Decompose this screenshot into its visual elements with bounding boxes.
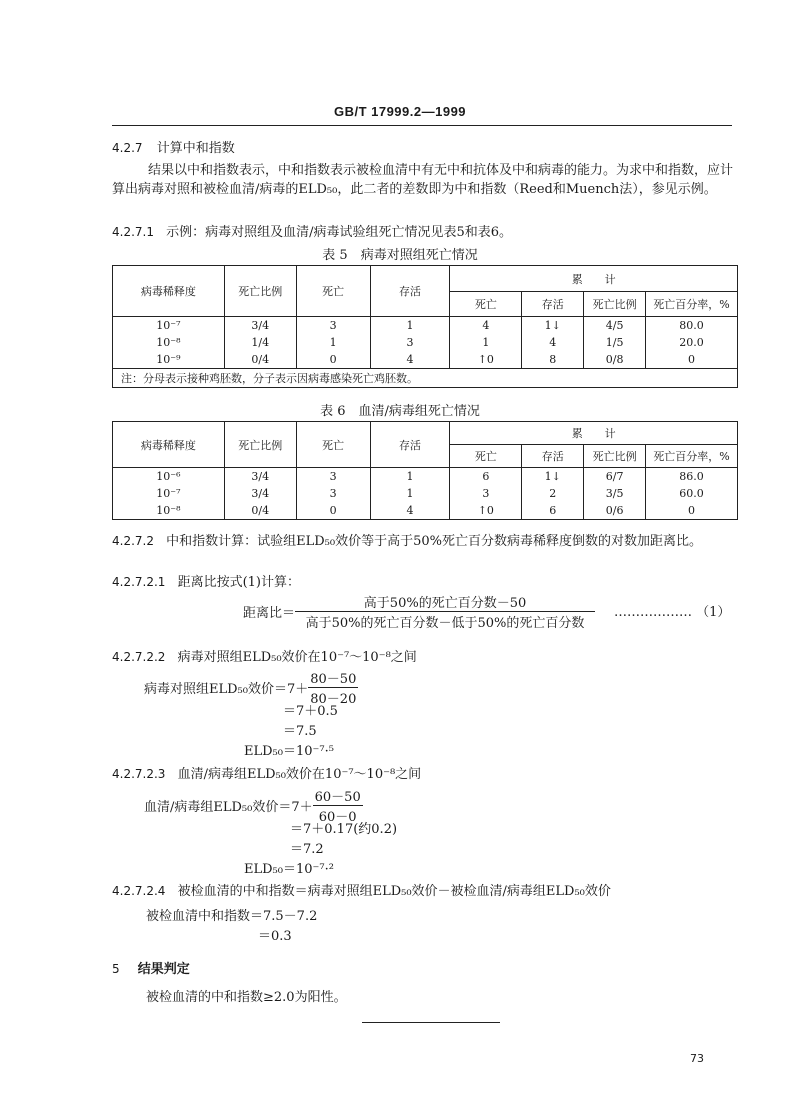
header-dead: 死亡 (296, 266, 370, 317)
header-cum-alive: 存活 (522, 445, 584, 468)
fraction-numerator: 80－50 (308, 668, 358, 688)
header-cumulative: 累 计 (450, 266, 738, 292)
cell-alive: 3 (370, 334, 450, 351)
cell-dead: 1 (296, 334, 370, 351)
table6-caption: 表 6 血清/病毒组死亡情况 (320, 404, 480, 419)
cell-ratio: 3/4 (224, 317, 296, 335)
header-cum-alive: 存活 (522, 292, 584, 317)
cell-cum-dead: ↑0 (450, 351, 522, 369)
formula-1-label: ……………… （1） (614, 605, 731, 620)
equation-lhs: 病毒对照组ELD₅₀效价＝7＋ (144, 682, 309, 697)
serum-virus-eq-line2: ＝7＋0.17(约0.2) (290, 822, 398, 837)
cell-cum-ratio: 6/7 (584, 468, 646, 486)
section-text: 血清/病毒组ELD₅₀效价在10⁻⁷～10⁻⁸之间 (177, 767, 422, 782)
cell-dead: 0 (296, 351, 370, 369)
section-text: 距离比按式(1)计算： (177, 575, 300, 590)
standard-header: GB/T 17999.2—1999 (333, 104, 467, 119)
cell-ratio: 0/4 (224, 351, 296, 369)
cell-cum-ratio: 0/6 (584, 502, 646, 520)
fraction-numerator: 60－50 (313, 786, 363, 806)
cell-cum-ratio: 4/5 (584, 317, 646, 335)
cell-cum-dead: 4 (450, 317, 522, 335)
table-row (113, 502, 738, 520)
header-cum-ratio: 死亡比例 (584, 292, 646, 317)
section-number: 4.2.7.2.2 (112, 650, 166, 664)
header-cum-dead: 死亡 (450, 292, 522, 317)
section-text: 示例：病毒对照组及血清/病毒试验组死亡情况见表5和表6。 (166, 225, 513, 240)
section-text: 病毒对照组ELD₅₀效价在10⁻⁷～10⁻⁸之间 (177, 650, 417, 665)
table-row (113, 351, 738, 369)
cell-cum-pct: 20.0 (646, 334, 738, 351)
cell-cum-pct: 0 (646, 502, 738, 520)
cell-ratio: 3/4 (224, 485, 296, 502)
cell-alive: 4 (370, 502, 450, 520)
section-text: 中和指数计算：试验组ELD₅₀效价等于高于50%死亡百分数病毒稀释度倒数的对数加距离比。 (166, 534, 702, 549)
section-title: 计算中和指数 (156, 141, 235, 156)
cell-cum-pct: 60.0 (646, 485, 738, 502)
table-row (113, 317, 738, 335)
section-4271 (112, 223, 738, 242)
header-ratio: 死亡比例 (224, 422, 296, 468)
header-cum-dead: 死亡 (450, 445, 522, 468)
section-42721 (112, 573, 738, 592)
fraction-denominator: 80－20 (310, 692, 357, 707)
cell-ratio: 0/4 (224, 502, 296, 520)
cell-cum-ratio: 3/5 (584, 485, 646, 502)
table-row (113, 485, 738, 502)
cell-alive: 4 (370, 351, 450, 369)
serum-virus-eq-line3: ＝7.2 (290, 842, 324, 857)
header-dead: 死亡 (296, 422, 370, 468)
header-alive: 存活 (370, 422, 450, 468)
cell-cum-alive: 2 (522, 485, 584, 502)
section-number: 4.2.7.2 (112, 534, 154, 548)
formula-denominator: 高于50%的死亡百分数－低于50%的死亡百分数 (305, 616, 585, 631)
header-cum-pct: 死亡百分率，% (646, 445, 738, 468)
cell-ratio: 1/4 (224, 334, 296, 351)
virus-control-eq-line2: ＝7＋0.5 (283, 704, 338, 719)
cell-dilution: 10⁻⁷ (113, 317, 225, 335)
cell-cum-dead: 1 (450, 334, 522, 351)
cell-cum-ratio: 1/5 (584, 334, 646, 351)
virus-control-eld50: ELD₅₀＝10⁻⁷·⁵ (244, 744, 334, 759)
cell-dead: 3 (296, 468, 370, 486)
cell-cum-alive: 1↓ (522, 468, 584, 486)
section-number: 4.2.7 (112, 141, 143, 155)
equation-lhs: 血清/病毒组ELD₅₀效价＝7＋ (144, 800, 313, 815)
cell-cum-alive: 4 (522, 334, 584, 351)
cell-dilution: 10⁻⁶ (113, 468, 225, 486)
cell-cum-dead: 6 (450, 468, 522, 486)
cell-cum-alive: 6 (522, 502, 584, 520)
cell-cum-dead: 3 (450, 485, 522, 502)
cell-dilution: 10⁻⁸ (113, 502, 225, 520)
section-text: 被检血清的中和指数＝病毒对照组ELD₅₀效价－被检血清/病毒组ELD₅₀效价 (177, 884, 611, 899)
cell-alive: 1 (370, 468, 450, 486)
cell-dead: 0 (296, 502, 370, 520)
formula-fraction (295, 592, 595, 631)
end-rule (362, 1022, 500, 1023)
formula-numerator: 高于50%的死亡百分数－50 (295, 592, 595, 612)
section-number: 4.2.7.1 (112, 225, 154, 239)
section-number: 4.2.7.2.1 (112, 575, 166, 589)
cell-alive: 1 (370, 317, 450, 335)
cell-dilution: 10⁻⁹ (113, 351, 225, 369)
cell-dilution: 10⁻⁷ (113, 485, 225, 502)
section-number: 5 (112, 962, 120, 976)
cell-dilution: 10⁻⁸ (113, 334, 225, 351)
table-row (113, 334, 738, 351)
header-cumulative: 累 计 (450, 422, 738, 445)
header-alive: 存活 (370, 266, 450, 317)
section-427-heading (112, 139, 738, 158)
virus-control-eq-line3: ＝7.5 (283, 724, 317, 739)
section-number: 4.2.7.2.3 (112, 767, 166, 781)
table5-caption: 表 5 病毒对照组死亡情况 (322, 248, 478, 263)
cell-cum-pct: 0 (646, 351, 738, 369)
section-42724 (112, 882, 738, 901)
table6 (112, 421, 738, 520)
neutralization-eq-line1: 被检血清中和指数＝7.5－7.2 (146, 909, 318, 924)
cell-cum-alive: 1↓ (522, 317, 584, 335)
cell-cum-pct: 86.0 (646, 468, 738, 486)
cell-alive: 1 (370, 485, 450, 502)
page-number: 73 (690, 1052, 704, 1065)
header-cum-pct: 死亡百分率，% (646, 292, 738, 317)
header-dilution: 病毒稀释度 (113, 422, 225, 468)
cell-cum-pct: 80.0 (646, 317, 738, 335)
cell-dead: 3 (296, 485, 370, 502)
header-rule (112, 125, 732, 126)
formula-lhs: 距离比＝ (243, 606, 296, 621)
section-42722 (112, 648, 738, 667)
cell-cum-alive: 8 (522, 351, 584, 369)
fraction-denominator: 60－0 (318, 810, 357, 825)
cell-ratio: 3/4 (224, 468, 296, 486)
section-5-text: 被检血清的中和指数≥2.0为阳性。 (146, 990, 347, 1005)
table-row (113, 468, 738, 486)
section-4272 (112, 532, 738, 551)
serum-virus-eld50: ELD₅₀＝10⁻⁷·² (244, 862, 334, 877)
header-cum-ratio: 死亡比例 (584, 445, 646, 468)
table5-note: 注：分母表示接种鸡胚数，分子表示因病毒感染死亡鸡胚数。 (113, 369, 738, 388)
table5 (112, 265, 738, 388)
section-title: 结果判定 (137, 962, 190, 977)
cell-cum-ratio: 0/8 (584, 351, 646, 369)
neutralization-eq-line2: ＝0.3 (258, 929, 292, 944)
header-ratio: 死亡比例 (224, 266, 296, 317)
cell-cum-dead: ↑0 (450, 502, 522, 520)
formula-1 (243, 592, 595, 631)
section-5-heading (112, 960, 738, 979)
header-dilution: 病毒稀释度 (113, 266, 225, 317)
section-number: 4.2.7.2.4 (112, 884, 166, 898)
section-427-paragraph: 结果以中和指数表示，中和指数表示被检血清中有无中和抗体及中和病毒的能力。为求中和指数，应计算出病毒对照和被检血清/病毒的ELD₅₀，此二者的差数即为中和指数（Reed和Muench法），参见示例。 (112, 163, 734, 197)
section-42723 (112, 765, 738, 784)
cell-dead: 3 (296, 317, 370, 335)
